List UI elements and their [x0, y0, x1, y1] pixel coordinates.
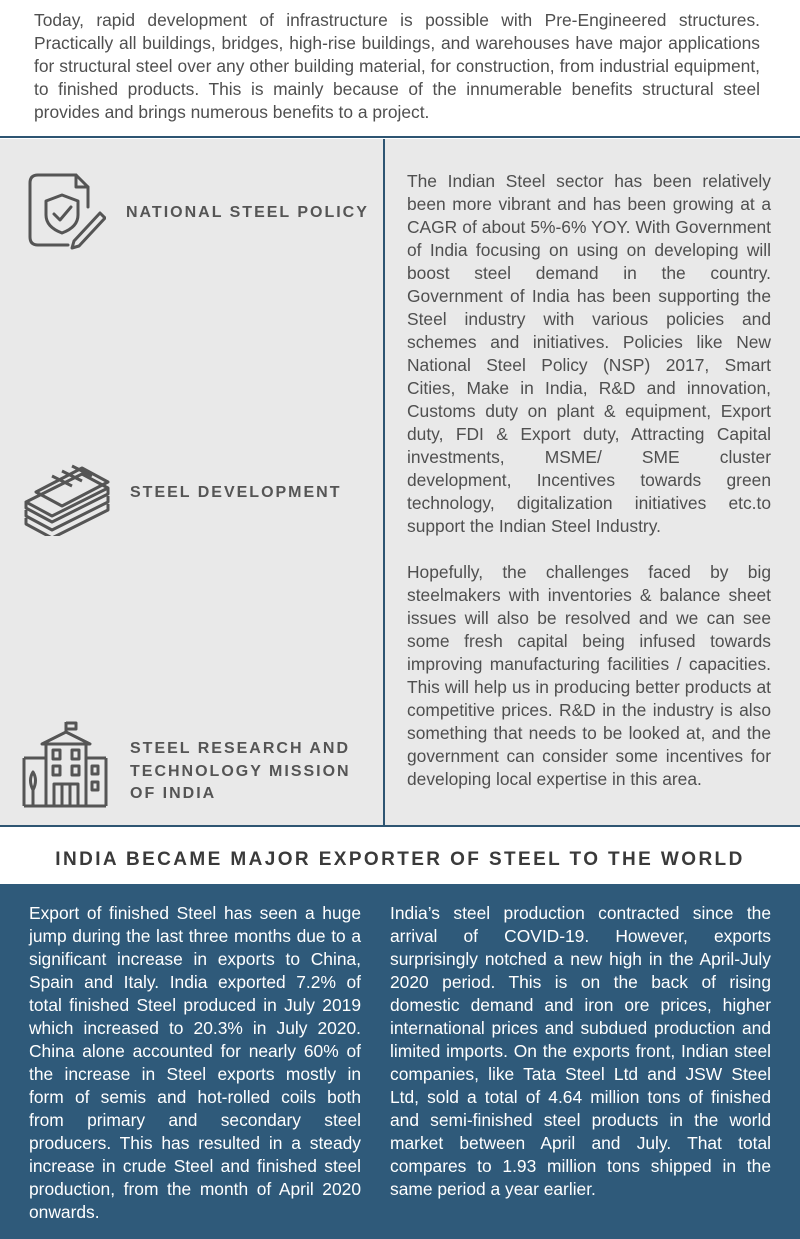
- stacked-steel-sheets-icon: [22, 456, 112, 541]
- policy-item-national-steel-policy: [0, 139, 383, 289]
- intro-paragraph: Today, rapid development of infrastructure is possible with Pre-Engineered structures. Practically all buildings, bridges, high-rise buildings, and warehouses have major applications for structural steel over any other building material, for construction, from industrial equipment, to finished products. This is mainly because of the innumerable benefits structural steel provides and brings numerous benefits to a project.: [0, 0, 800, 138]
- policy-label: NATIONAL STEEL POLICY: [126, 204, 369, 221]
- policy-label: STEEL RESEARCH AND TECHNOLOGY MISSION OF INDIA: [130, 740, 351, 802]
- policy-panel: [0, 139, 800, 827]
- institute-building-icon: [22, 720, 108, 815]
- document-check-pen-icon: [26, 171, 106, 256]
- policy-paragraph-1: The Indian Steel sector has been relatively been more vibrant and has been growing at a CAGR of about 5%-6% YOY. With Government of India focusing on using on developing will boost steel demand in the country. Government of India has been supporting the Steel industry with various policies and schemes and initiatives. Policies like New National Steel Policy (NSP) 2017, Smart Cities, Make in India, R&D and innovation, Customs duty on plant & equipment, Export duty, FDI & Export duty, Attracting Capital investments, MSME/ SME cluster development, Incentives towards green technology, digitalization initiatives etc.to support the Indian Steel Industry.: [407, 171, 771, 536]
- export-paragraph-right: India’s steel production contracted since the arrival of COVID-19. However, exports surprisingly notched a new high in the April-July 2020 period. This is on the back of rising domestic demand and iron ore prices, higher international prices and subdued production and limited imports. On the exports front, Indian steel companies, like Tata Steel Ltd and JSW Steel Ltd, sold a total of 4.64 million tons of finished and semi-finished steel products in the world market between April and July. That total compares to 1.93 million tons shipped in the same period a year earlier.: [390, 903, 771, 1199]
- export-panel: [0, 884, 800, 1239]
- policy-item-steel-research-mission: [0, 714, 383, 824]
- policy-paragraph-2: Hopefully, the challenges faced by big steelmakers with inventories & balance sheet issues will also be resolved and we can see some fresh capital being infused towards improving manufacturing facilities / capacities. This will help us in producing better products at competitive prices. R&D in the industry is also something that needs to be looked at, and the government can consider some incentives for developing local expertise in this area.: [407, 562, 771, 789]
- policy-description: [407, 170, 771, 791]
- export-paragraph-left: Export of finished Steel has seen a huge jump during the last three months due to a significant increase in exports to China, Spain and Italy. India exported 7.2% of total finished Steel produced in July 2019 which increased to 20.3% in July 2020. China alone accounted for nearly 60% of the increase in Steel exports mostly in form of semis and hot-rolled coils both from primary and secondary steel producers. This has resulted in a steady increase in crude Steel and finished steel production, from the month of April 2020 onwards.: [29, 903, 361, 1222]
- column-divider: [383, 139, 385, 827]
- policy-item-steel-development: [0, 439, 383, 559]
- policy-label: STEEL DEVELOPMENT: [130, 484, 342, 501]
- section-heading: INDIA BECAME MAJOR EXPORTER OF STEEL TO THE WORLD: [55, 849, 745, 870]
